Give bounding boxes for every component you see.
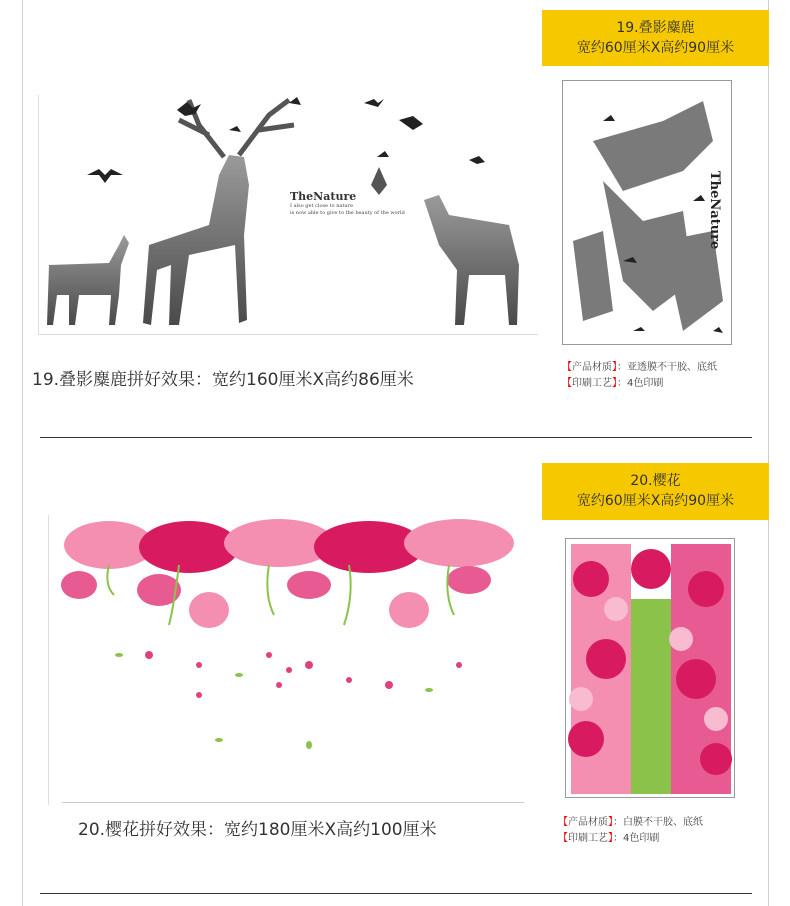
caption-rule xyxy=(62,802,524,803)
spec-print: 【印刷工艺】：4色印刷 xyxy=(562,378,664,389)
section-divider xyxy=(40,893,752,894)
product-tag xyxy=(542,10,769,66)
artwork-line1: I also get close to nature xyxy=(290,203,353,209)
stag-silhouette xyxy=(143,100,294,325)
product-caption: 20.樱花拼好效果：宽约180厘米X高约100厘米 xyxy=(78,820,437,840)
product-caption: 19.叠影麋鹿拼好效果：宽约160厘米X高约86厘米 xyxy=(32,370,414,390)
product-tag-size: 宽约60厘米X高约90厘米 xyxy=(576,40,735,56)
petals xyxy=(145,651,462,698)
product-tag-size: 宽约60厘米X高约90厘米 xyxy=(576,493,735,509)
product-cherry-blossom xyxy=(0,455,790,906)
deer-sheet-image xyxy=(562,80,732,345)
fawn-silhouette xyxy=(47,235,129,325)
deer-scene-image xyxy=(38,95,538,335)
blossom-canopy xyxy=(61,519,514,628)
product-specs xyxy=(558,815,703,847)
product-tag-title: 19.叠影麋鹿 xyxy=(616,20,695,36)
spec-material: 【产品材质】：白膜不干胶、底纸 xyxy=(558,817,703,828)
product-tag xyxy=(542,463,769,520)
spec-print: 【印刷工艺】：4色印刷 xyxy=(558,833,660,844)
birds-icon xyxy=(87,97,485,183)
product-deer xyxy=(0,0,790,450)
section-divider xyxy=(40,437,752,438)
artwork-title: TheNature xyxy=(290,190,357,203)
svg-text:TheNature: TheNature xyxy=(707,171,722,250)
product-tag-title: 20.樱花 xyxy=(630,473,681,489)
artwork-line2: is now able to give to the beauty of the world xyxy=(290,210,405,216)
falling-leaves xyxy=(115,653,433,749)
blossom-sheet-image xyxy=(565,538,735,798)
blossom-scene-image xyxy=(48,515,528,805)
product-specs xyxy=(562,360,717,392)
spec-material: 【产品材质】：亚透膜不干胶、底纸 xyxy=(562,362,717,373)
artwork-text xyxy=(290,190,440,217)
